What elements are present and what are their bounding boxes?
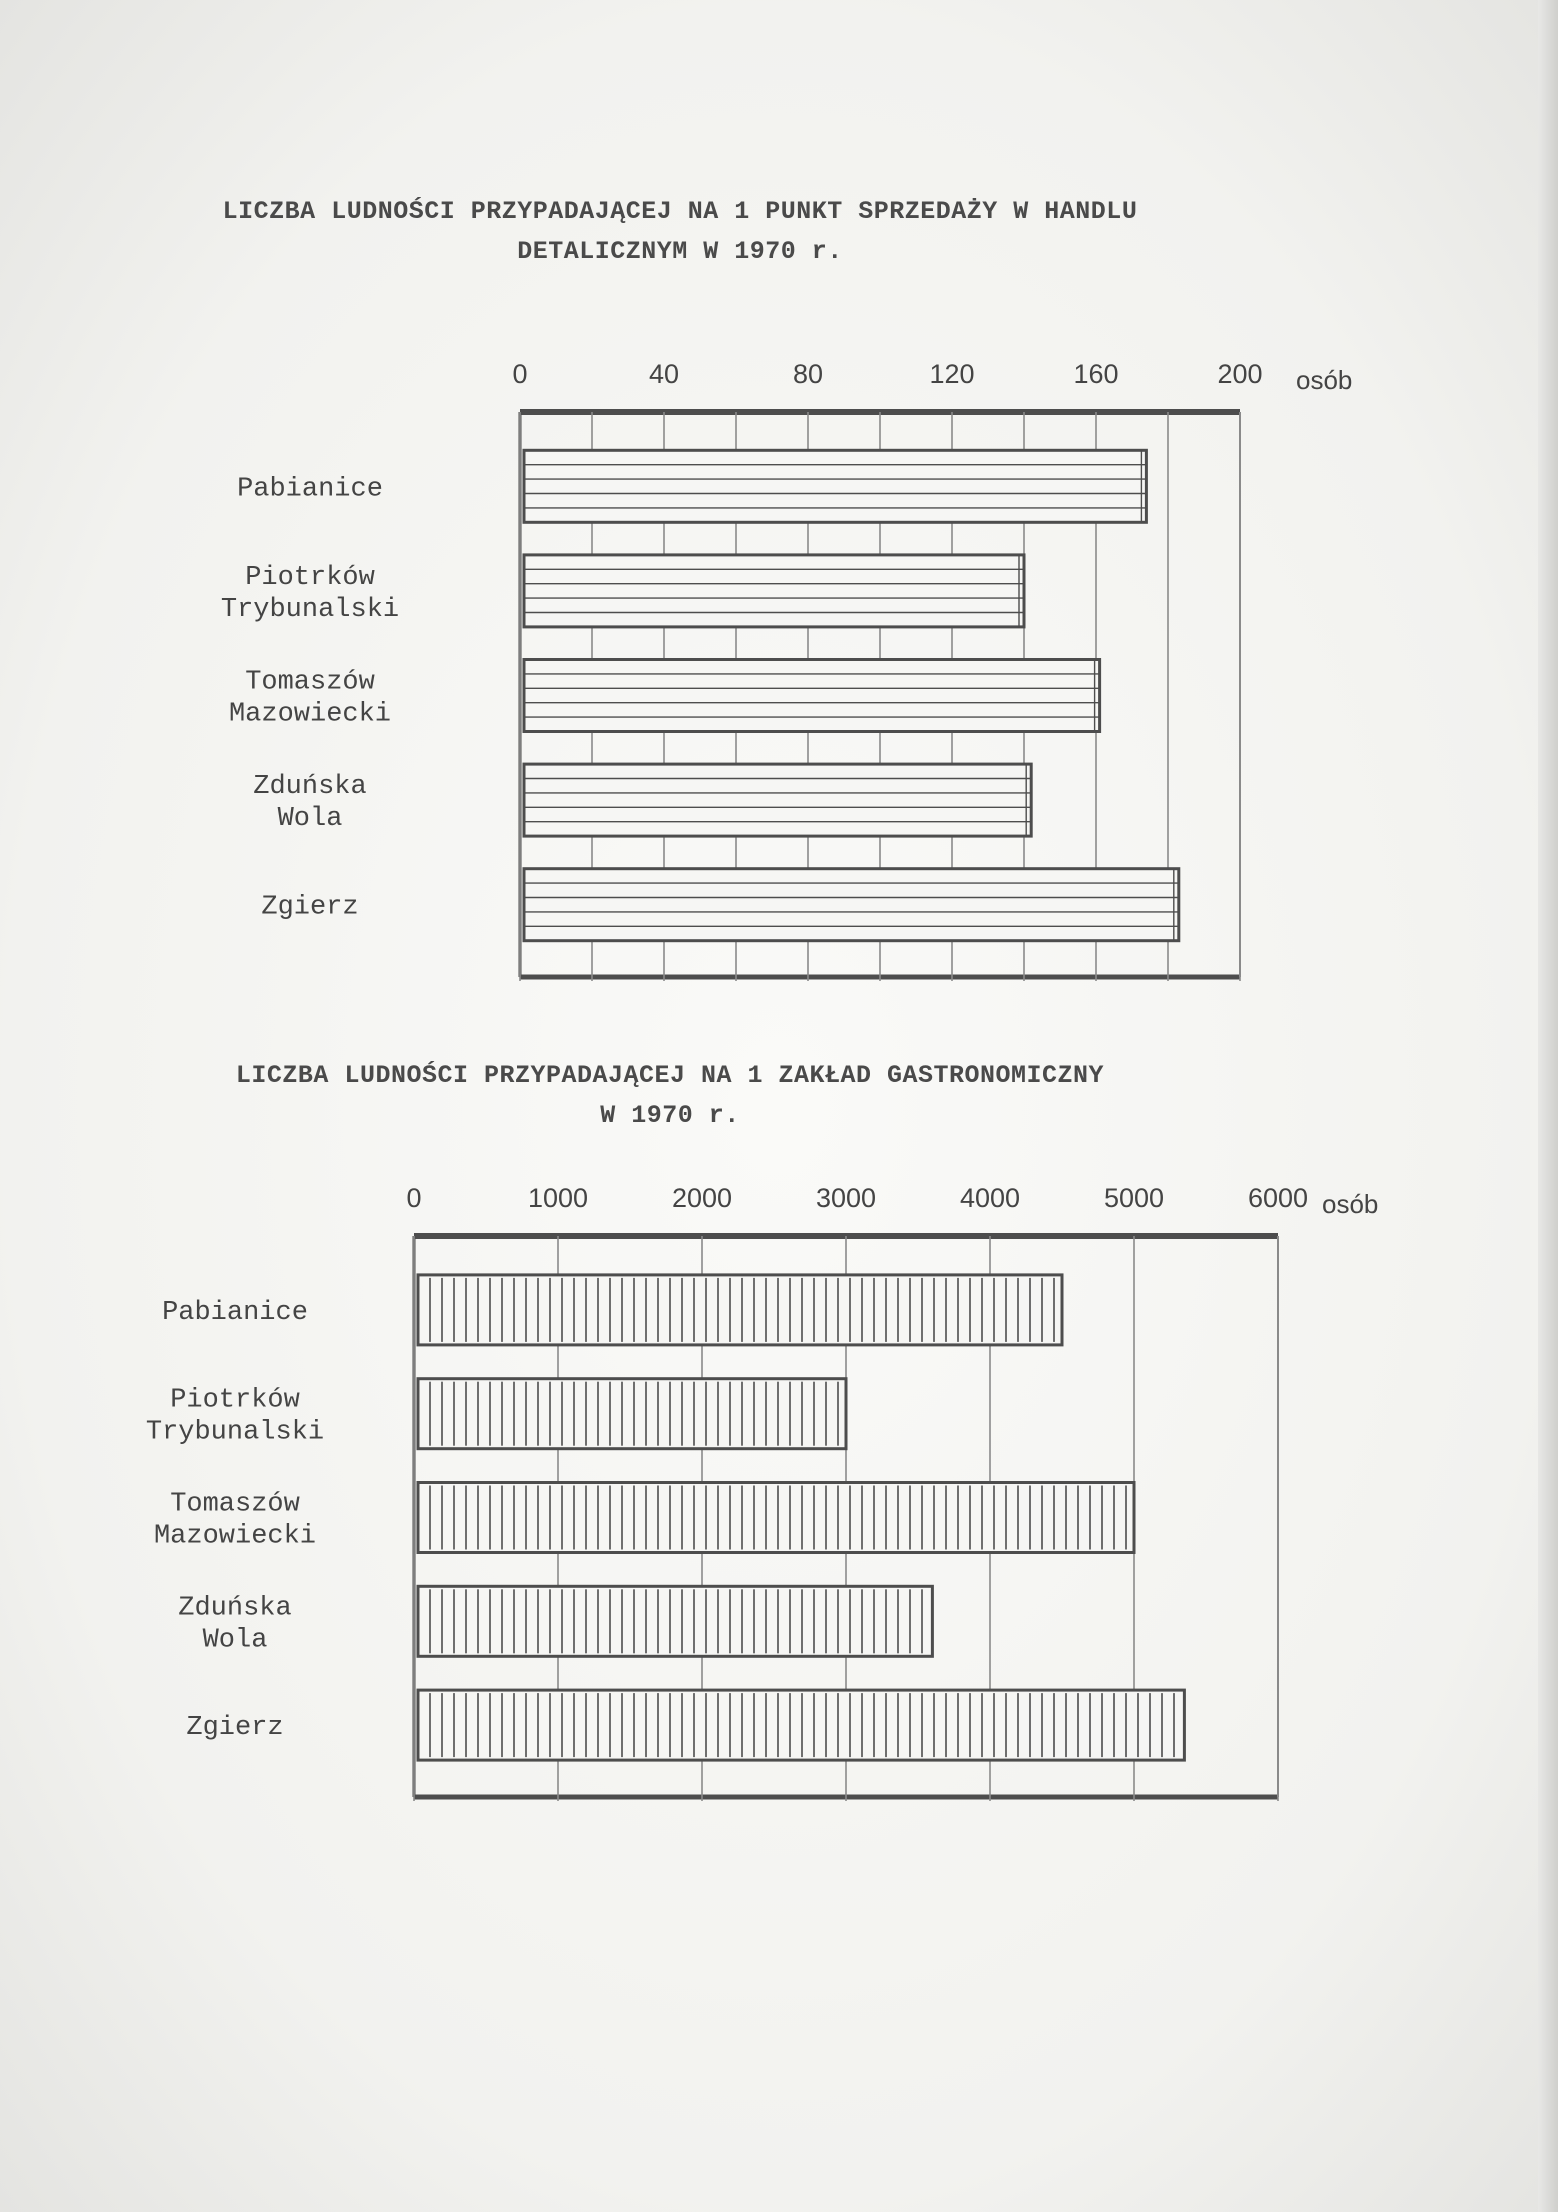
chart-2-tick-label: 6000: [1247, 1183, 1309, 1213]
chart-2-tick-label: 0: [406, 1183, 422, 1213]
chart-1-tick-label: 40: [648, 359, 680, 389]
chart-1-category-label: Zgierz: [261, 892, 359, 923]
chart-1-tick-label: 120: [929, 359, 975, 389]
chart-2-title-line-1: LICZBA LUDNOŚCI PRZYPADAJĄCEJ NA 1 ZAKŁAD GASTRONOMICZNY: [235, 1061, 1105, 1090]
chart-1-category-label: Pabianice: [237, 474, 383, 505]
chart-2-title-line-2: W 1970 r.: [600, 1101, 740, 1130]
chart-2-bar-group: [418, 1483, 1134, 1553]
chart-1-tick-label: 200: [1217, 359, 1263, 389]
chart-1-category-label: Trybunalski: [220, 594, 400, 625]
chart-2-category-label: Zgierz: [186, 1713, 284, 1744]
chart-2-tick-label: 4000: [959, 1183, 1021, 1213]
chart-2-tick-label: 5000: [1103, 1183, 1165, 1213]
chart-1-tick-label: 0: [512, 359, 528, 389]
chart-2-bar: [418, 1586, 932, 1656]
chart-2-bar-group: [418, 1586, 932, 1656]
chart-2-bar-group: [418, 1379, 846, 1449]
chart-2-category-label: Zduńska: [178, 1593, 292, 1624]
chart-2-category-label: Piotrków: [170, 1385, 300, 1416]
chart-2-category-label: Mazowiecki: [153, 1521, 317, 1552]
chart-1-unit-label: osób: [1296, 365, 1353, 395]
chart-1-category-label: Mazowiecki: [228, 699, 392, 730]
chart-1-tick-label: 160: [1073, 359, 1119, 389]
chart-2-tick-label: 2000: [671, 1183, 733, 1213]
chart-1-category-label: Wola: [277, 804, 343, 835]
chart-2-bar-group: [418, 1275, 1062, 1345]
chart-1-category-label: Tomaszów: [245, 667, 375, 698]
chart-2-bar-group: [418, 1690, 1184, 1760]
chart-1-tick-label: 80: [792, 359, 824, 389]
chart-2-bar: [418, 1379, 846, 1449]
chart-2-category-label: Wola: [202, 1625, 268, 1656]
chart-2-category-label: Tomaszów: [170, 1489, 300, 1520]
chart-2-tick-label: 3000: [815, 1183, 877, 1213]
chart-1-category-label: Zduńska: [253, 772, 367, 803]
chart-1-title-line-1: LICZBA LUDNOŚCI PRZYPADAJĄCEJ NA 1 PUNKT SPRZEDAŻY W HANDLU: [222, 197, 1138, 226]
chart-2-category-label: Pabianice: [162, 1297, 308, 1328]
chart-2-category-label: Trybunalski: [145, 1417, 325, 1448]
chart-1-category-label: Piotrków: [245, 562, 375, 593]
chart-2-tick-label: 1000: [527, 1183, 589, 1213]
chart-2-unit-label: osób: [1322, 1189, 1379, 1219]
chart-1-title-line-2: DETALICZNYM W 1970 r.: [517, 237, 843, 266]
